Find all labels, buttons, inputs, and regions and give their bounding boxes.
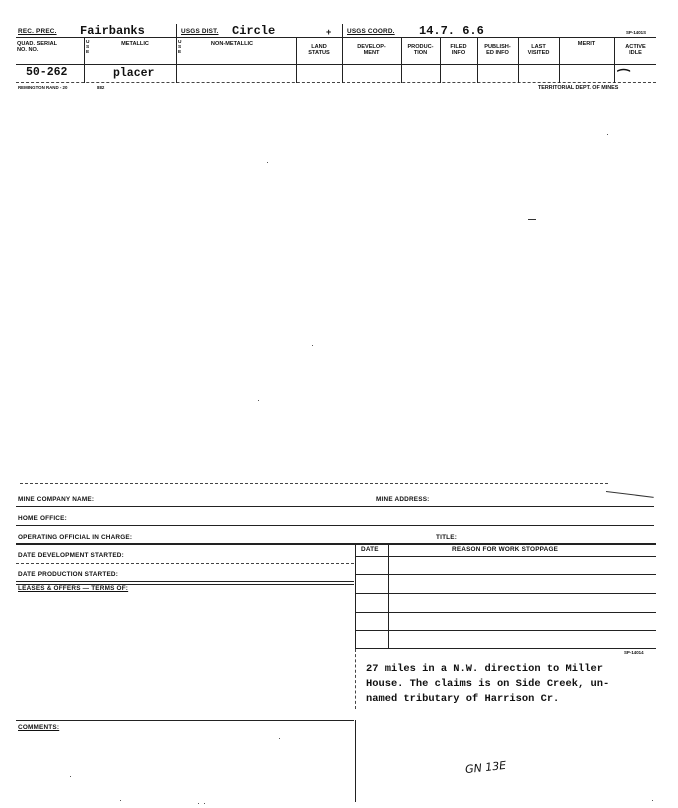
notes-left-edge <box>355 649 356 709</box>
col-header-land-status: LAND STATUS <box>308 44 330 57</box>
table-row-rule <box>355 574 656 575</box>
notes-line: 27 miles in a N.W. direction to Miller <box>366 663 603 675</box>
table-row-rule <box>355 648 656 649</box>
label-title: TITLE: <box>436 534 458 541</box>
col-use-letters: U S E <box>178 40 182 55</box>
speck <box>312 345 313 346</box>
speck <box>607 134 608 135</box>
usgs-coord-label: USGS COORD. <box>347 28 395 35</box>
notes-line: House. The claims is on Side Creek, un- <box>366 678 610 690</box>
rec-prec-value: Fairbanks <box>80 24 145 38</box>
speck <box>267 162 268 163</box>
table-header-rule <box>355 556 656 557</box>
col-header-published-info: PUBLISH- ED INFO <box>484 44 511 57</box>
active-check-mark: ⁀ <box>618 69 630 85</box>
label-comments: COMMENTS: <box>18 724 60 731</box>
col-header-quad-serial: QUAD. SERIAL NO. NO. <box>17 41 58 54</box>
col-header-development: DEVELOP- MENT <box>357 44 386 57</box>
table-header-reason: REASON FOR WORK STOPPAGE <box>452 546 559 553</box>
usgs-coord-value: 14.7. 6.6 <box>419 24 484 38</box>
rule-top-row <box>16 82 656 83</box>
rule-official <box>16 543 656 545</box>
plus-mark-icon: + <box>326 27 332 37</box>
label-mine-address: MINE ADDRESS: <box>376 496 430 503</box>
rule-company <box>16 506 654 507</box>
speck <box>198 803 199 804</box>
rule-top-header <box>16 37 656 38</box>
pencil-stroke <box>606 491 654 498</box>
label-operating-official: OPERATING OFFICIAL IN CHARGE: <box>18 534 133 541</box>
col-header-production: PRODUC- TION <box>407 44 434 57</box>
table-header-date: DATE <box>361 546 379 553</box>
table-row-rule <box>355 593 656 594</box>
label-date-production: DATE PRODUCTION STARTED: <box>18 571 119 578</box>
table-date-divider <box>388 543 389 649</box>
table-row-rule <box>355 612 656 613</box>
col-header-last-visited: LAST VISITED <box>527 44 550 57</box>
col-header-merit: MERIT <box>577 41 596 47</box>
rule-date-production <box>16 581 354 582</box>
usgs-dist-value: Circle <box>232 24 276 38</box>
dash-mark <box>528 219 536 220</box>
label-mine-company-name: MINE COMPANY NAME: <box>18 496 95 503</box>
notes-line: named tributary of Harrison Cr. <box>366 693 560 705</box>
form-code-top: SP-1401S <box>626 30 647 35</box>
col-header-filed-info: FILED INFO <box>450 44 467 57</box>
speck <box>120 800 121 801</box>
label-home-office: HOME OFFICE: <box>18 515 67 522</box>
usgs-dist-label: USGS DIST. <box>181 28 219 35</box>
label-date-development: DATE DEVELOPMENT STARTED: <box>18 552 124 559</box>
comments-right-edge <box>355 720 356 802</box>
rule-home-office <box>16 525 654 526</box>
speck <box>258 400 259 401</box>
rule-date-development <box>16 563 354 564</box>
speck <box>652 800 653 801</box>
label-leases: LEASES & OFFERS — TERMS OF: <box>18 585 129 592</box>
serial-number: 50-262 <box>26 66 68 79</box>
rec-prec-label: REC. PREC. <box>18 28 57 35</box>
speck <box>204 803 205 804</box>
rule-lower-top <box>20 483 608 484</box>
printer-code: 882 <box>97 85 105 90</box>
col-divider <box>176 24 177 83</box>
col-header-non-metallic: NON-METALLIC <box>210 41 254 47</box>
speck <box>279 738 280 739</box>
col-use-letters: U S E <box>86 40 90 55</box>
metallic-value: placer <box>113 67 155 80</box>
speck <box>70 776 71 777</box>
col-divider <box>84 38 85 83</box>
rule-comments <box>16 720 354 721</box>
table-row-rule <box>355 630 656 631</box>
col-header-active-idle: ACTIVE IDLE <box>625 44 646 57</box>
table-left-edge <box>355 543 356 649</box>
pencil-note: GN 13E <box>464 758 507 777</box>
form-code-bottom: SP-14014 <box>624 650 644 655</box>
rule-top-columns <box>16 64 656 65</box>
territorial-dept: TERRITORIAL DEPT. OF MINES <box>538 85 619 91</box>
col-header-metallic: METALLIC <box>121 41 149 47</box>
printer-imprint: REMINGTON RAND - 20 <box>18 85 68 90</box>
